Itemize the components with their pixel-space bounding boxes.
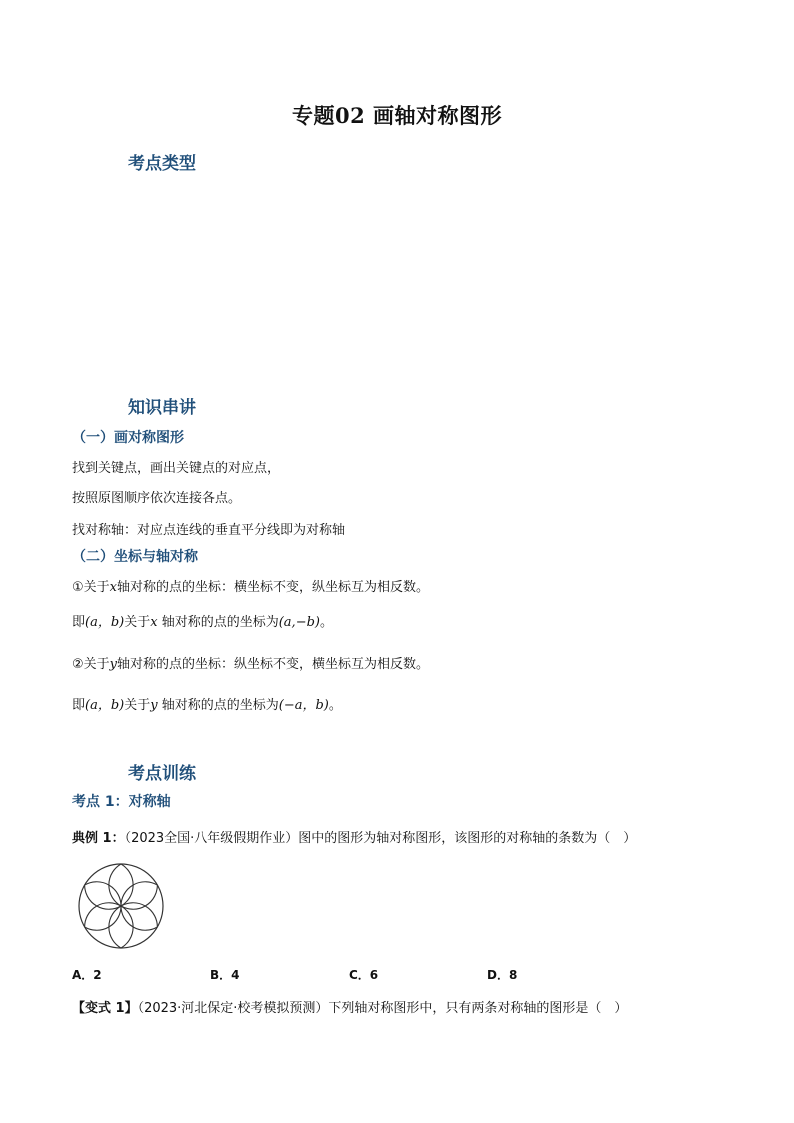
example1-question — [72, 827, 636, 846]
example1-text: （2023全国·八年级假期作业）图中的图形为轴对称图形，该图形的对称轴的条数为（ ） — [124, 831, 637, 846]
flower-petal — [109, 906, 133, 948]
variant1-question — [72, 997, 627, 1016]
part2-title: （二）坐标与轴对称 — [72, 549, 198, 565]
x-axis-example — [72, 611, 333, 630]
y-example-result: (−a，b) — [278, 698, 329, 713]
option-d: D．8 — [487, 968, 518, 982]
x-rule-prefix: ①关于 — [72, 580, 110, 595]
y-example-end: 。 — [328, 698, 342, 713]
part1-line-1: 找到关键点，画出关键点的对应点， — [72, 461, 281, 476]
y-rule-suffix: 轴对称的点的坐标：纵坐标不变，横坐标互为相反数。 — [117, 657, 430, 672]
point1-title: 考点 1：对称轴 — [72, 794, 171, 810]
x-rule-axis: x — [109, 580, 117, 595]
x-example-result: (a,−b) — [278, 615, 320, 630]
heading-knowledge: 知识串讲 — [128, 398, 196, 418]
y-example-point: (a，b) — [85, 698, 125, 713]
y-example-axis: y — [150, 698, 158, 713]
x-example-mid1: 关于 — [124, 615, 151, 630]
example1-label: 典例 1： — [72, 831, 125, 846]
part1-line-3: 找对称轴：对应点连线的垂直平分线即为对称轴 — [72, 523, 346, 538]
y-example-mid2: 轴对称的点的坐标为 — [157, 698, 279, 713]
x-example-point: (a，b) — [85, 615, 125, 630]
x-example-axis: x — [150, 615, 158, 630]
option-a: A．2 — [72, 968, 102, 982]
y-axis-example — [72, 694, 342, 713]
option-b: B．4 — [210, 968, 240, 982]
flower-petal — [115, 896, 163, 938]
variant1-label: 【变式 1】 — [72, 1001, 138, 1016]
flower-figure — [76, 861, 166, 951]
heading-types: 考点类型 — [128, 154, 196, 174]
flower-petal — [115, 875, 163, 917]
flower-petal — [79, 896, 127, 938]
y-example-lead: 即 — [72, 698, 86, 713]
y-example-mid1: 关于 — [124, 698, 151, 713]
x-example-lead: 即 — [72, 615, 86, 630]
y-rule-axis: y — [109, 657, 118, 672]
part1-line-2: 按照原图顺序依次连接各点。 — [72, 491, 242, 506]
x-rule-suffix: 轴对称的点的坐标：横坐标不变，纵坐标互为相反数。 — [117, 580, 430, 595]
y-axis-rule — [72, 653, 429, 672]
heading-training: 考点训练 — [128, 764, 196, 784]
x-axis-rule — [72, 576, 429, 595]
x-example-end: 。 — [319, 615, 333, 630]
variant1-text: （2023·河北保定·校考模拟预测）下列轴对称图形中，只有两条对称轴的图形是（ ） — [137, 1001, 628, 1016]
part1-title: （一）画对称图形 — [72, 430, 184, 446]
x-example-mid2: 轴对称的点的坐标为 — [157, 615, 279, 630]
y-rule-prefix: ②关于 — [72, 657, 110, 672]
page-title: 专题02 画轴对称图形 — [291, 103, 503, 128]
option-c: C．6 — [349, 968, 379, 982]
flower-petal — [79, 875, 127, 917]
flower-petal — [109, 864, 133, 906]
